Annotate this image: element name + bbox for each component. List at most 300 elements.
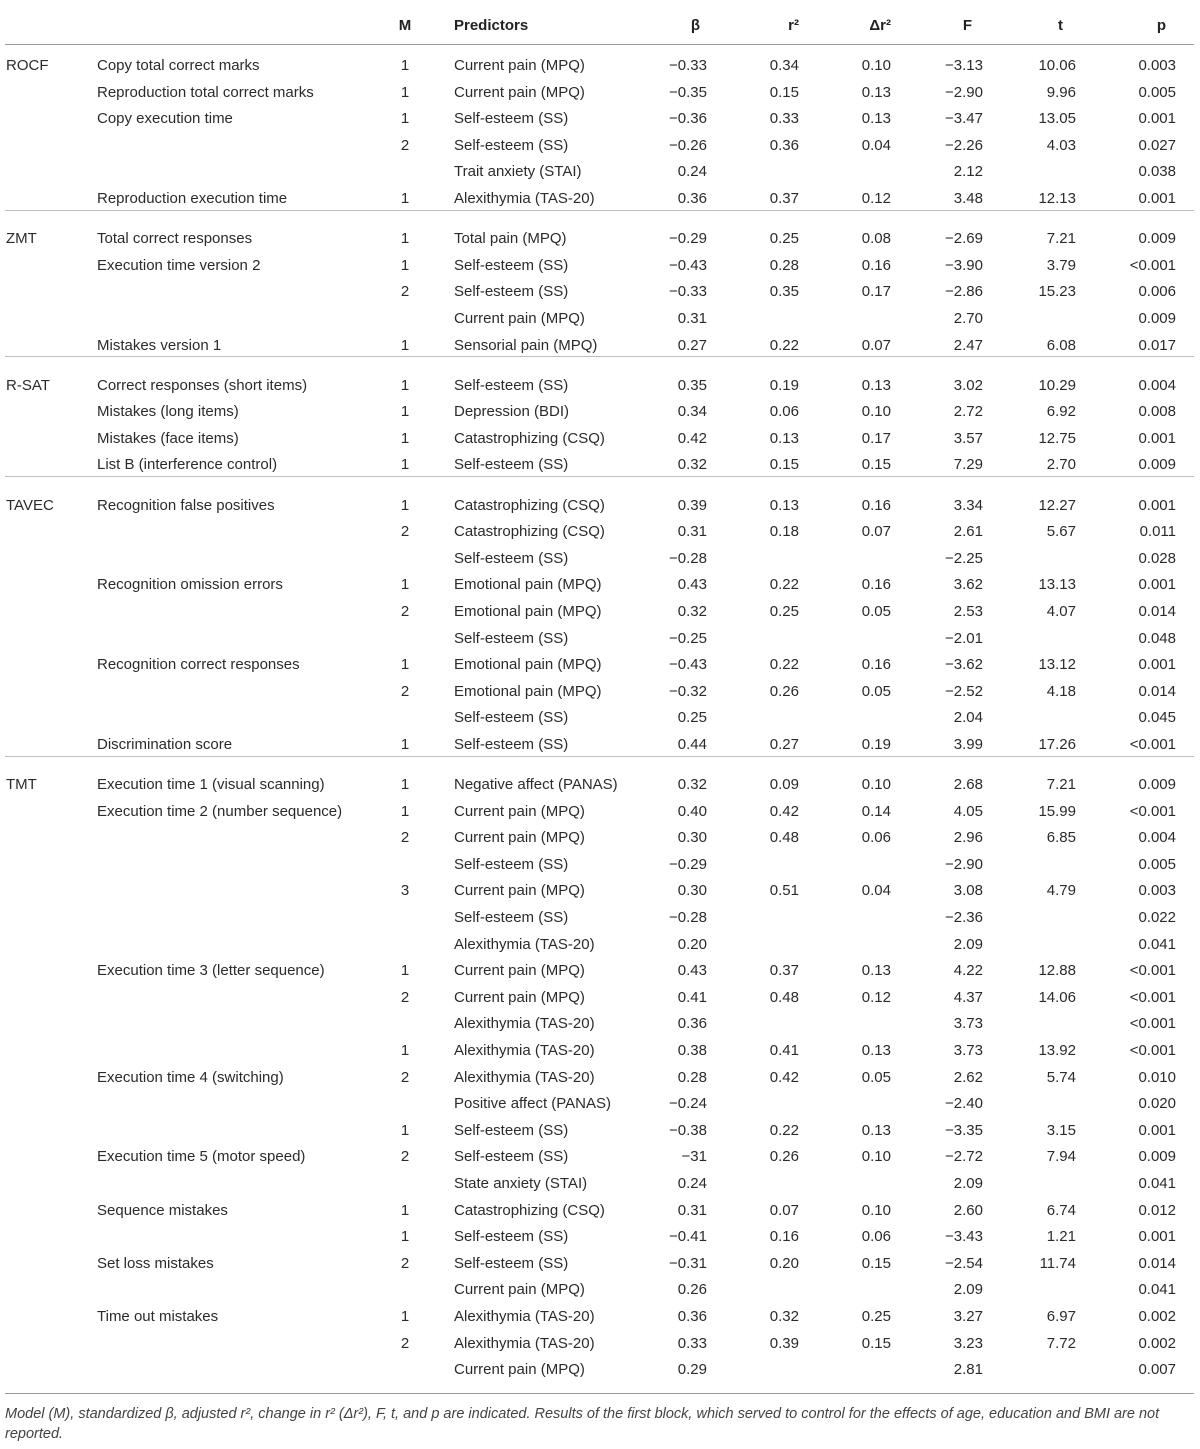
cell-t: 15.99 bbox=[1038, 802, 1076, 820]
cell-r2: 0.39 bbox=[769, 1334, 799, 1352]
cell-p: 0.005 bbox=[1138, 855, 1176, 873]
cell-pred: Self-esteem (SS) bbox=[454, 709, 569, 727]
cell-p: 0.001 bbox=[1138, 496, 1176, 514]
cell-p: 0.001 bbox=[1138, 190, 1176, 207]
cell-t: 12.88 bbox=[1038, 962, 1076, 980]
cell-dr2: 0.16 bbox=[861, 256, 891, 274]
cell-p: 0.009 bbox=[1138, 456, 1176, 474]
cell-beta: 0.24 bbox=[677, 163, 707, 181]
cell-f: −2.25 bbox=[945, 549, 983, 567]
cell-pred: Self-esteem (SS) bbox=[454, 110, 569, 128]
cell-pred: Alexithymia (TAS-20) bbox=[454, 190, 595, 207]
cell-r2: 0.09 bbox=[769, 776, 799, 793]
cell-beta: −0.29 bbox=[669, 855, 707, 873]
cell-t: 12.75 bbox=[1038, 429, 1076, 447]
cell-f: 4.37 bbox=[953, 988, 983, 1006]
cell-r2: 0.35 bbox=[769, 283, 799, 301]
cell-beta: −0.33 bbox=[669, 57, 707, 74]
cell-m: 1 bbox=[400, 336, 410, 354]
cell-beta: 0.20 bbox=[677, 935, 707, 953]
cell-m: 1 bbox=[400, 1042, 410, 1059]
cell-dr2: 0.13 bbox=[861, 110, 891, 128]
cell-r2: 0.22 bbox=[769, 336, 799, 354]
cell-p: <0.001 bbox=[1129, 1042, 1176, 1059]
cell-f: −2.26 bbox=[945, 136, 983, 154]
cell-dr2: 0.05 bbox=[861, 1068, 891, 1086]
cell-f: −2.40 bbox=[945, 1095, 983, 1113]
cell-beta: 0.32 bbox=[677, 776, 707, 793]
cell-f: 2.61 bbox=[953, 523, 983, 541]
cell-p: <0.001 bbox=[1129, 1015, 1176, 1033]
cell-dr2: 0.19 bbox=[861, 735, 891, 753]
cell-dr2: 0.13 bbox=[861, 83, 891, 101]
cell-beta: 0.35 bbox=[677, 376, 707, 394]
cell-p: <0.001 bbox=[1129, 988, 1176, 1006]
cell-dr2: 0.13 bbox=[861, 1121, 891, 1139]
cell-dr2: 0.14 bbox=[861, 802, 891, 820]
cell-beta: −0.26 bbox=[669, 136, 707, 154]
cell-dr2: 0.15 bbox=[861, 1334, 891, 1352]
cell-pred: Trait anxiety (STAI) bbox=[454, 163, 582, 181]
section-label: ZMT bbox=[6, 230, 37, 248]
cell-p: 0.022 bbox=[1138, 909, 1176, 926]
cell-beta: 0.33 bbox=[677, 1334, 707, 1352]
cell-beta: 0.29 bbox=[677, 1361, 707, 1379]
cell-f: 3.73 bbox=[953, 1042, 983, 1059]
cell-r2: 0.27 bbox=[769, 735, 799, 753]
cell-t: 6.74 bbox=[1046, 1201, 1076, 1219]
measure-label: Mistakes version 1 bbox=[97, 336, 222, 354]
cell-pred: Current pain (MPQ) bbox=[454, 57, 585, 74]
cell-r2: 0.48 bbox=[769, 988, 799, 1006]
header-predictors: Predictors bbox=[454, 17, 529, 34]
cell-p: <0.001 bbox=[1129, 962, 1176, 980]
cell-r2: 0.16 bbox=[769, 1228, 799, 1246]
cell-p: 0.020 bbox=[1138, 1095, 1176, 1113]
cell-r2: 0.13 bbox=[769, 496, 799, 514]
cell-t: 6.08 bbox=[1046, 336, 1076, 354]
cell-p: 0.002 bbox=[1138, 1308, 1176, 1325]
cell-t: 10.29 bbox=[1038, 376, 1076, 394]
cell-m: 1 bbox=[400, 429, 410, 447]
cell-p: 0.009 bbox=[1138, 1148, 1176, 1166]
cell-f: 3.34 bbox=[953, 496, 983, 514]
cell-t: 4.03 bbox=[1046, 136, 1076, 154]
cell-pred: Catastrophizing (CSQ) bbox=[454, 523, 605, 541]
cell-p: 0.003 bbox=[1138, 882, 1176, 900]
cell-p: 0.004 bbox=[1138, 376, 1176, 394]
cell-m: 1 bbox=[400, 776, 410, 793]
cell-r2: 0.20 bbox=[769, 1254, 799, 1272]
cell-m: 2 bbox=[400, 829, 410, 847]
cell-t: 7.72 bbox=[1046, 1334, 1076, 1352]
cell-t: 13.12 bbox=[1038, 656, 1076, 674]
section-label: TAVEC bbox=[6, 496, 54, 514]
cell-f: 3.27 bbox=[953, 1308, 983, 1325]
cell-f: 2.12 bbox=[953, 163, 983, 181]
cell-f: −3.35 bbox=[945, 1121, 983, 1139]
cell-beta: 0.36 bbox=[677, 190, 707, 207]
cell-f: −2.01 bbox=[945, 629, 983, 647]
cell-m: 1 bbox=[400, 376, 410, 394]
cell-beta: −0.32 bbox=[669, 682, 707, 700]
cell-f: 2.62 bbox=[953, 1068, 983, 1086]
cell-t: 4.07 bbox=[1046, 602, 1076, 620]
header-rule bbox=[5, 44, 1194, 45]
cell-pred: Emotional pain (MPQ) bbox=[454, 602, 602, 620]
cell-r2: 0.37 bbox=[769, 190, 799, 207]
cell-t: 5.67 bbox=[1046, 523, 1076, 541]
section-label: TMT bbox=[6, 776, 37, 793]
cell-pred: Emotional pain (MPQ) bbox=[454, 656, 602, 674]
cell-t: 10.06 bbox=[1038, 57, 1076, 74]
cell-p: 0.041 bbox=[1138, 1175, 1176, 1192]
cell-t: 13.05 bbox=[1038, 110, 1076, 128]
cell-beta: −0.38 bbox=[669, 1121, 707, 1139]
cell-r2: 0.41 bbox=[769, 1042, 799, 1059]
measure-label: Recognition correct responses bbox=[97, 656, 300, 674]
section-label: R-SAT bbox=[6, 376, 50, 394]
cell-p: 0.003 bbox=[1138, 57, 1176, 74]
cell-pred: Alexithymia (TAS-20) bbox=[454, 1068, 595, 1086]
header-model: M bbox=[398, 17, 412, 34]
cell-f: 3.08 bbox=[953, 882, 983, 900]
cell-f: 2.70 bbox=[953, 309, 983, 327]
header-delta-r2: Δr² bbox=[869, 17, 891, 34]
cell-t: 4.18 bbox=[1046, 682, 1076, 700]
cell-m: 2 bbox=[400, 682, 410, 700]
cell-dr2: 0.16 bbox=[861, 496, 891, 514]
cell-beta: −0.43 bbox=[669, 256, 707, 274]
cell-t: 1.21 bbox=[1046, 1228, 1076, 1246]
cell-m: 1 bbox=[400, 576, 410, 594]
cell-p: 0.017 bbox=[1138, 336, 1176, 354]
cell-f: 4.22 bbox=[953, 962, 983, 980]
cell-r2: 0.06 bbox=[769, 403, 799, 421]
cell-p: 0.041 bbox=[1138, 935, 1176, 953]
cell-dr2: 0.17 bbox=[861, 283, 891, 301]
cell-m: 1 bbox=[400, 1228, 410, 1246]
bottom-rule bbox=[5, 1393, 1194, 1394]
cell-f: 2.09 bbox=[953, 1175, 983, 1192]
cell-dr2: 0.10 bbox=[861, 1148, 891, 1166]
cell-r2: 0.36 bbox=[769, 136, 799, 154]
cell-pred: Self-esteem (SS) bbox=[454, 136, 569, 154]
cell-pred: Current pain (MPQ) bbox=[454, 988, 585, 1006]
cell-r2: 0.33 bbox=[769, 110, 799, 128]
cell-m: 1 bbox=[400, 256, 410, 274]
cell-p: 0.009 bbox=[1138, 230, 1176, 248]
cell-t: 4.79 bbox=[1046, 882, 1076, 900]
cell-p: 0.001 bbox=[1138, 576, 1176, 594]
cell-r2: 0.48 bbox=[769, 829, 799, 847]
cell-dr2: 0.04 bbox=[861, 136, 891, 154]
cell-r2: 0.42 bbox=[769, 1068, 799, 1086]
cell-dr2: 0.10 bbox=[861, 1201, 891, 1219]
measure-label: Execution time 3 (letter sequence) bbox=[97, 962, 325, 980]
cell-m: 2 bbox=[400, 523, 410, 541]
measure-label: Execution time 1 (visual scanning) bbox=[97, 776, 325, 793]
measure-label: Reproduction total correct marks bbox=[97, 83, 314, 101]
cell-pred: Current pain (MPQ) bbox=[454, 802, 585, 820]
cell-t: 9.96 bbox=[1046, 83, 1076, 101]
measure-label: Mistakes (long items) bbox=[97, 403, 239, 421]
cell-beta: 0.32 bbox=[677, 456, 707, 474]
cell-f: 2.09 bbox=[953, 935, 983, 953]
cell-r2: 0.28 bbox=[769, 256, 799, 274]
cell-beta: −0.28 bbox=[669, 549, 707, 567]
cell-p: 0.001 bbox=[1138, 656, 1176, 674]
cell-beta: 0.27 bbox=[677, 336, 707, 354]
cell-r2: 0.26 bbox=[769, 682, 799, 700]
cell-t: 12.27 bbox=[1038, 496, 1076, 514]
cell-r2: 0.42 bbox=[769, 802, 799, 820]
cell-t: 17.26 bbox=[1038, 735, 1076, 753]
cell-t: 7.21 bbox=[1046, 776, 1076, 793]
cell-pred: Self-esteem (SS) bbox=[454, 629, 569, 647]
cell-p: 0.001 bbox=[1138, 1228, 1176, 1246]
cell-p: 0.007 bbox=[1138, 1361, 1176, 1379]
cell-pred: Alexithymia (TAS-20) bbox=[454, 935, 595, 953]
cell-beta: −0.28 bbox=[669, 909, 707, 926]
cell-p: 0.014 bbox=[1138, 602, 1176, 620]
cell-dr2: 0.06 bbox=[861, 1228, 891, 1246]
measure-label: Total correct responses bbox=[97, 230, 253, 248]
cell-dr2: 0.04 bbox=[861, 882, 891, 900]
cell-m: 1 bbox=[400, 403, 410, 421]
cell-beta: 0.43 bbox=[677, 962, 707, 980]
cell-m: 2 bbox=[400, 1254, 410, 1272]
cell-dr2: 0.08 bbox=[861, 230, 891, 248]
measure-label: Correct responses (short items) bbox=[97, 376, 308, 394]
cell-pred: Self-esteem (SS) bbox=[454, 855, 569, 873]
cell-m: 1 bbox=[400, 1308, 410, 1325]
cell-r2: 0.15 bbox=[769, 83, 799, 101]
cell-beta: −0.33 bbox=[669, 283, 707, 301]
cell-pred: Alexithymia (TAS-20) bbox=[454, 1042, 595, 1059]
cell-pred: Alexithymia (TAS-20) bbox=[454, 1015, 595, 1033]
cell-pred: Current pain (MPQ) bbox=[454, 1361, 585, 1379]
cell-beta: −0.43 bbox=[669, 656, 707, 674]
cell-r2: 0.22 bbox=[769, 1121, 799, 1139]
cell-r2: 0.32 bbox=[769, 1308, 799, 1325]
cell-beta: 0.26 bbox=[677, 1281, 707, 1299]
cell-f: 3.48 bbox=[953, 190, 983, 207]
cell-p: 0.045 bbox=[1138, 709, 1176, 727]
cell-f: 2.68 bbox=[953, 776, 983, 793]
header-r2: r² bbox=[788, 17, 799, 34]
cell-m: 1 bbox=[400, 190, 410, 207]
cell-f: −3.62 bbox=[945, 656, 983, 674]
section-divider bbox=[5, 756, 1194, 757]
measure-label: Execution time version 2 bbox=[97, 256, 261, 274]
cell-dr2: 0.06 bbox=[861, 829, 891, 847]
cell-pred: State anxiety (STAI) bbox=[454, 1175, 588, 1192]
cell-dr2: 0.10 bbox=[861, 57, 891, 74]
cell-beta: 0.24 bbox=[677, 1175, 707, 1192]
cell-dr2: 0.07 bbox=[861, 336, 891, 354]
cell-t: 6.92 bbox=[1046, 403, 1076, 421]
cell-pred: Self-esteem (SS) bbox=[454, 1148, 569, 1166]
cell-dr2: 0.13 bbox=[861, 1042, 891, 1059]
cell-beta: 0.28 bbox=[677, 1068, 707, 1086]
cell-pred: Self-esteem (SS) bbox=[454, 256, 569, 274]
cell-pred: Self-esteem (SS) bbox=[454, 1228, 569, 1246]
cell-pred: Self-esteem (SS) bbox=[454, 1254, 569, 1272]
cell-pred: Negative affect (PANAS) bbox=[454, 776, 618, 793]
cell-m: 3 bbox=[400, 882, 410, 900]
cell-dr2: 0.05 bbox=[861, 602, 891, 620]
cell-f: −3.47 bbox=[945, 110, 983, 128]
cell-dr2: 0.17 bbox=[861, 429, 891, 447]
cell-m: 1 bbox=[400, 802, 410, 820]
cell-p: 0.027 bbox=[1138, 136, 1176, 154]
cell-f: −2.90 bbox=[945, 83, 983, 101]
cell-p: <0.001 bbox=[1129, 802, 1176, 820]
measure-label: List B (interference control) bbox=[97, 456, 278, 474]
cell-pred: Alexithymia (TAS-20) bbox=[454, 1308, 595, 1325]
cell-m: 1 bbox=[400, 83, 410, 101]
measure-label: Recognition false positives bbox=[97, 496, 275, 514]
header-beta: β bbox=[690, 17, 700, 34]
section-divider bbox=[5, 476, 1194, 477]
cell-dr2: 0.12 bbox=[861, 988, 891, 1006]
cell-m: 1 bbox=[400, 110, 410, 128]
cell-beta: −31 bbox=[681, 1148, 707, 1166]
cell-m: 1 bbox=[400, 456, 410, 474]
measure-label: Recognition omission errors bbox=[97, 576, 283, 594]
cell-beta: 0.39 bbox=[677, 496, 707, 514]
cell-m: 1 bbox=[400, 496, 410, 514]
section-divider bbox=[5, 210, 1194, 211]
cell-p: 0.002 bbox=[1138, 1334, 1176, 1352]
cell-pred: Current pain (MPQ) bbox=[454, 83, 585, 101]
cell-beta: 0.43 bbox=[677, 576, 707, 594]
cell-pred: Current pain (MPQ) bbox=[454, 829, 585, 847]
cell-r2: 0.26 bbox=[769, 1148, 799, 1166]
cell-beta: −0.29 bbox=[669, 230, 707, 248]
cell-dr2: 0.16 bbox=[861, 576, 891, 594]
cell-f: −3.43 bbox=[945, 1228, 983, 1246]
cell-m: 2 bbox=[400, 283, 410, 301]
cell-pred: Total pain (MPQ) bbox=[454, 230, 567, 248]
table-footnote: Model (M), standardized β, adjusted r², change in r² (Δr²), F, t, and p are indicated. Results of the first block, which served to control for the effects of age, education and BMI are not reported. bbox=[5, 1406, 1160, 1442]
cell-beta: −0.41 bbox=[669, 1228, 707, 1246]
cell-r2: 0.25 bbox=[769, 230, 799, 248]
cell-p: 0.001 bbox=[1138, 429, 1176, 447]
cell-t: 15.23 bbox=[1038, 283, 1076, 301]
cell-t: 13.13 bbox=[1038, 576, 1076, 594]
cell-t: 7.21 bbox=[1046, 230, 1076, 248]
cell-m: 1 bbox=[400, 1121, 410, 1139]
cell-m: 2 bbox=[400, 1068, 410, 1086]
cell-t: 13.92 bbox=[1038, 1042, 1076, 1059]
cell-m: 2 bbox=[400, 988, 410, 1006]
measure-label: Sequence mistakes bbox=[97, 1201, 228, 1219]
cell-t: 12.13 bbox=[1038, 190, 1076, 207]
cell-f: 2.53 bbox=[953, 602, 983, 620]
cell-beta: −0.36 bbox=[669, 110, 707, 128]
cell-p: 0.041 bbox=[1138, 1281, 1176, 1299]
cell-pred: Catastrophizing (CSQ) bbox=[454, 429, 605, 447]
cell-p: 0.001 bbox=[1138, 1121, 1176, 1139]
cell-beta: −0.24 bbox=[669, 1095, 707, 1113]
cell-r2: 0.22 bbox=[769, 656, 799, 674]
section-divider bbox=[5, 356, 1194, 357]
cell-dr2: 0.05 bbox=[861, 682, 891, 700]
cell-p: 0.008 bbox=[1138, 403, 1176, 421]
cell-dr2: 0.13 bbox=[861, 376, 891, 394]
cell-beta: 0.38 bbox=[677, 1042, 707, 1059]
cell-pred: Current pain (MPQ) bbox=[454, 309, 585, 327]
cell-beta: 0.30 bbox=[677, 882, 707, 900]
cell-f: −2.36 bbox=[945, 909, 983, 926]
cell-t: 6.85 bbox=[1046, 829, 1076, 847]
cell-dr2: 0.13 bbox=[861, 962, 891, 980]
measure-label: Mistakes (face items) bbox=[97, 429, 239, 447]
cell-m: 1 bbox=[400, 230, 410, 248]
cell-dr2: 0.12 bbox=[861, 190, 891, 207]
section-label: ROCF bbox=[6, 57, 49, 74]
measure-label: Copy total correct marks bbox=[97, 57, 260, 74]
cell-f: −2.86 bbox=[945, 283, 983, 301]
cell-p: 0.004 bbox=[1138, 829, 1176, 847]
cell-m: 1 bbox=[400, 1201, 410, 1219]
cell-m: 1 bbox=[400, 735, 410, 753]
cell-pred: Self-esteem (SS) bbox=[454, 735, 569, 753]
cell-f: 3.02 bbox=[953, 376, 983, 394]
cell-pred: Emotional pain (MPQ) bbox=[454, 576, 602, 594]
cell-pred: Depression (BDI) bbox=[454, 403, 570, 421]
cell-f: 2.60 bbox=[953, 1201, 983, 1219]
cell-f: 2.47 bbox=[953, 336, 983, 354]
cell-pred: Self-esteem (SS) bbox=[454, 283, 569, 301]
cell-p: <0.001 bbox=[1129, 735, 1176, 753]
cell-p: 0.014 bbox=[1138, 682, 1176, 700]
cell-f: 3.57 bbox=[953, 429, 983, 447]
cell-f: 3.99 bbox=[953, 735, 983, 753]
cell-t: 14.06 bbox=[1038, 988, 1076, 1006]
measure-label: Discrimination score bbox=[97, 735, 233, 753]
cell-f: −2.52 bbox=[945, 682, 983, 700]
cell-beta: 0.25 bbox=[677, 709, 707, 727]
cell-pred: Catastrophizing (CSQ) bbox=[454, 1201, 605, 1219]
measure-label: Reproduction execution time bbox=[97, 190, 288, 207]
cell-beta: 0.44 bbox=[677, 735, 707, 753]
cell-pred: Alexithymia (TAS-20) bbox=[454, 1334, 595, 1352]
cell-m: 2 bbox=[400, 602, 410, 620]
cell-pred: Current pain (MPQ) bbox=[454, 882, 585, 900]
cell-r2: 0.19 bbox=[769, 376, 799, 394]
cell-f: 3.23 bbox=[953, 1334, 983, 1352]
cell-p: 0.011 bbox=[1139, 523, 1176, 541]
cell-beta: 0.31 bbox=[677, 523, 707, 541]
measure-label: Time out mistakes bbox=[97, 1308, 219, 1325]
cell-p: 0.014 bbox=[1138, 1254, 1176, 1272]
cell-beta: 0.41 bbox=[677, 988, 707, 1006]
cell-p: 0.009 bbox=[1138, 776, 1176, 793]
cell-beta: 0.36 bbox=[677, 1308, 707, 1325]
cell-m: 2 bbox=[400, 1148, 410, 1166]
cell-f: −2.72 bbox=[945, 1148, 983, 1166]
cell-m: 1 bbox=[400, 962, 410, 980]
cell-r2: 0.34 bbox=[769, 57, 799, 74]
cell-f: 2.04 bbox=[953, 709, 983, 727]
cell-r2: 0.15 bbox=[769, 456, 799, 474]
cell-t: 7.94 bbox=[1046, 1148, 1076, 1166]
cell-f: 4.05 bbox=[953, 802, 983, 820]
cell-t: 5.74 bbox=[1046, 1068, 1076, 1086]
